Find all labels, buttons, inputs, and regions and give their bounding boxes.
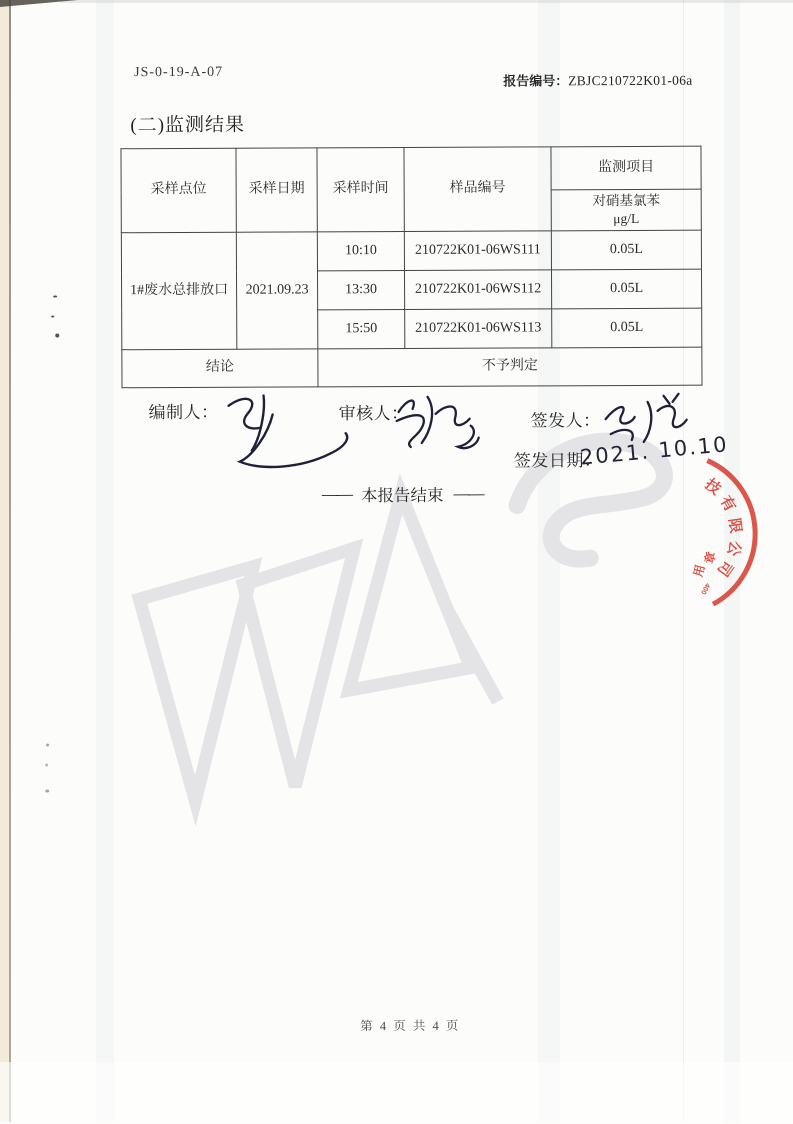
cell-sample-id: 210722K01-06WS112 bbox=[404, 270, 551, 310]
page-number-footer: 第 4 页 共 4 页 bbox=[360, 1018, 461, 1034]
end-dash-right: —— bbox=[453, 483, 483, 503]
stamp-inner-char: 章 bbox=[702, 550, 719, 566]
cell-value: 0.05L bbox=[552, 308, 702, 348]
report-number bbox=[503, 70, 692, 90]
preparer-signature bbox=[214, 385, 349, 471]
stamp-inner-char: 用 bbox=[691, 563, 708, 579]
section-title: (二)监测结果 bbox=[130, 114, 246, 137]
conclusion-value: 不予判定 bbox=[318, 347, 702, 387]
stamp-arc-char: 有 bbox=[716, 493, 739, 515]
issuer-label: 签发人： bbox=[530, 411, 601, 431]
stamp-arc-char: 限 bbox=[725, 516, 745, 535]
stamp-arc-char: 司 bbox=[713, 557, 737, 580]
analyte-unit: μg/L bbox=[613, 210, 640, 227]
ink-speck bbox=[51, 316, 54, 318]
end-of-report-text: 本报告结束 bbox=[360, 485, 444, 506]
table-conclusion-row bbox=[122, 347, 702, 388]
cell-sampling-point: 1#废水总排放口 bbox=[121, 232, 237, 350]
report-number-label: 报告编号： bbox=[503, 73, 569, 89]
ink-speck bbox=[46, 744, 49, 747]
end-of-report bbox=[322, 482, 483, 507]
scan-bottom-edge bbox=[0, 1062, 793, 1122]
document-code: JS-0-19-A-07 bbox=[134, 64, 224, 81]
ink-speck bbox=[55, 333, 59, 337]
reviewer-signature bbox=[393, 388, 488, 450]
cell-time: 10:10 bbox=[317, 231, 404, 270]
cell-sample-id: 210722K01-06WS113 bbox=[405, 309, 552, 349]
monitoring-results-table bbox=[120, 146, 702, 389]
end-dash-left: —— bbox=[321, 484, 352, 504]
cell-time: 13:30 bbox=[317, 270, 404, 309]
report-number-value: ZBJC210722K01-06a bbox=[568, 72, 693, 89]
ink-speck bbox=[53, 295, 57, 297]
header-analyte-unit bbox=[551, 189, 701, 231]
header-sampling-point: 采样点位 bbox=[121, 148, 236, 233]
conclusion-label: 结论 bbox=[122, 349, 318, 388]
cell-value: 0.05L bbox=[551, 269, 701, 309]
ink-speck bbox=[45, 790, 49, 793]
stamp-arc-char: 技 bbox=[701, 475, 724, 499]
analyte-name: 对硝基氯苯 bbox=[592, 192, 660, 208]
header-monitoring-item: 监测项目 bbox=[551, 146, 701, 190]
preparer-label: 编制人： bbox=[148, 402, 219, 423]
reviewer-label: 审核人： bbox=[338, 403, 409, 424]
table-row bbox=[121, 230, 701, 272]
ink-speck bbox=[45, 764, 48, 767]
stamp-arc-char: 公 bbox=[723, 539, 744, 558]
header-sampling-date: 采样日期 bbox=[236, 148, 317, 232]
cell-time: 15:50 bbox=[318, 309, 405, 348]
header-sample-id: 样品编号 bbox=[404, 147, 551, 232]
issue-date-label: 签发日期： bbox=[513, 451, 602, 471]
cell-sample-id: 210722K01-06WS111 bbox=[404, 231, 551, 271]
issue-date-handwritten: 2021. 10.10 bbox=[579, 432, 730, 470]
cell-value: 0.05L bbox=[551, 230, 701, 270]
header-sampling-time: 采样时间 bbox=[317, 147, 404, 231]
cell-sampling-date: 2021.09.23 bbox=[236, 232, 318, 349]
stamp-digits: 400 bbox=[699, 581, 711, 596]
table-header-row bbox=[121, 146, 701, 192]
company-seal-stamp bbox=[600, 428, 793, 659]
